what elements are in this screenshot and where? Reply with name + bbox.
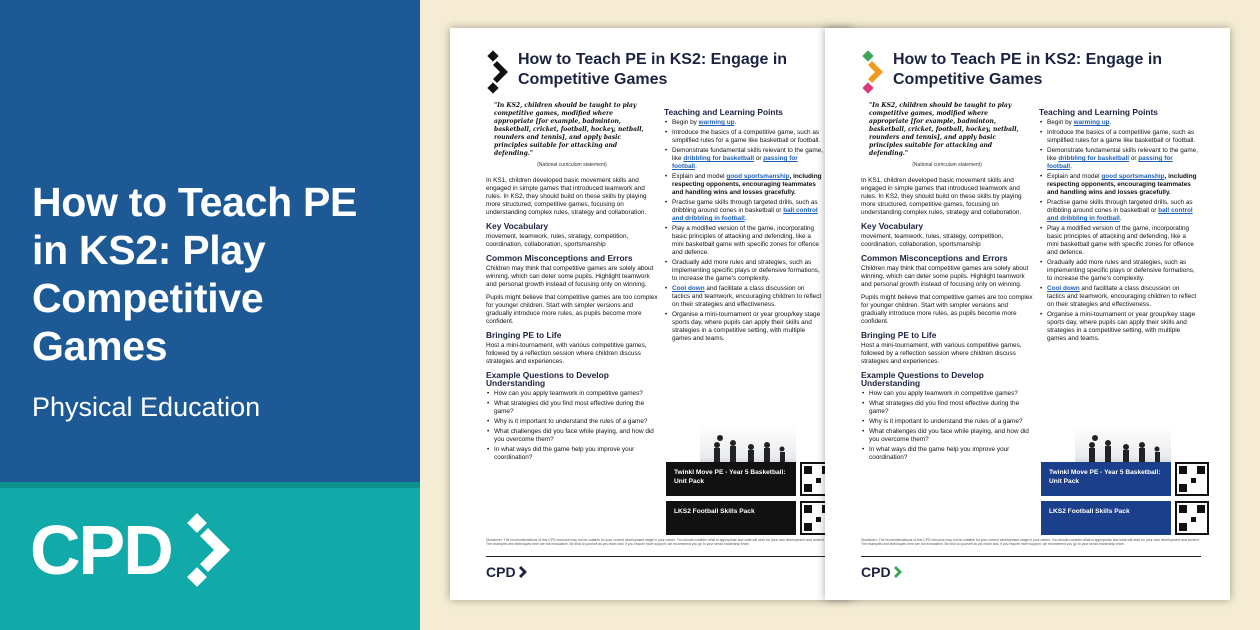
teaching-points-list xyxy=(664,119,824,343)
list-item: • What challenges did you face while playing, and how did you overcome them? xyxy=(494,428,658,444)
tp-text: , including respecting opponents, encouraging teammates and handling wins and losses gracefully. xyxy=(672,173,822,196)
tp-text: . xyxy=(734,119,737,126)
teaching-points-list xyxy=(1039,119,1199,343)
tp-text: or xyxy=(754,155,764,162)
footer-logo-text: CPD xyxy=(861,564,891,580)
tp-text: Explain and model xyxy=(672,173,727,180)
tp-text: Begin by xyxy=(1047,119,1074,126)
qr-code-icon xyxy=(1175,501,1209,535)
footer-divider xyxy=(486,556,826,557)
cover-subject: Physical Education xyxy=(32,392,261,422)
dribbling-link[interactable]: dribbling for basketball xyxy=(683,155,755,162)
intro-text: In KS1, children developed basic movement skills and engaged in simple games that introduced teamwork and rules. In KS2, they should build on these skills by playing more structured, competitive games, focusing on understanding complex rules, strategy and collaboration. xyxy=(486,177,647,216)
tp-text: and facilitate a class discussion on tactics and teamwork, encouraging children to reflect on their strategies and effectiveness. xyxy=(1047,285,1197,308)
footer-logo xyxy=(861,564,907,580)
misconception-text: Children may think that competitive games are solely about winning, which can deter some pupils. Highlight teamwork and personal growth instead of focusing only on winning. xyxy=(486,265,654,288)
questions-list xyxy=(861,390,1033,462)
misconceptions-heading: Common Misconceptions and Errors xyxy=(861,253,1008,263)
list-item xyxy=(1047,285,1199,309)
tp-text: Begin by xyxy=(672,119,699,126)
list-item: • Gradually add more rules and strategies, such as implementing specific plays or defensive formations, to increase the game's complexity. xyxy=(672,259,824,283)
cpd-logo xyxy=(30,512,252,588)
resource-link-football[interactable]: LKS2 Football Skills Pack xyxy=(1041,501,1171,535)
bringing-heading: Bringing PE to Life xyxy=(486,330,562,340)
qr-code-icon xyxy=(1175,462,1209,496)
quote-source: (National curriculum statement) xyxy=(912,162,982,168)
cool-down-link[interactable]: Cool down xyxy=(1047,285,1080,292)
cover-title-block xyxy=(32,178,402,423)
ball-control-link[interactable]: ball control and dribbling in football xyxy=(1047,207,1193,222)
worksheet-preview-colour xyxy=(825,28,1230,600)
list-item: • What strategies did you find most effective during the game? xyxy=(869,400,1033,416)
list-item: • Gradually add more rules and strategies, such as implementing specific plays or defensive formations, to increase the game's complexity. xyxy=(1047,259,1199,283)
list-item: • How can you apply teamwork in competitive games? xyxy=(869,390,1033,398)
list-item: • Play a modified version of the game, incorporating basic principles of attacking and defending, like a mini basketball game with specific zones for offence and defence. xyxy=(1047,225,1199,257)
tp-text: Practise game skills through targeted drills, such as dribbling around cones in basketball or xyxy=(672,199,818,214)
tp-text: . xyxy=(744,215,747,222)
chevrons-icon xyxy=(182,512,252,588)
warming-up-link[interactable]: warming up xyxy=(1073,119,1110,126)
preview-area xyxy=(420,0,1260,630)
tp-text: or xyxy=(1129,155,1139,162)
sportsmanship-link[interactable]: good sportsmanship xyxy=(726,173,790,180)
cpd-logo-text: CPD xyxy=(30,511,172,589)
list-item xyxy=(672,173,824,197)
tp-text: . xyxy=(1070,163,1072,170)
misconceptions-heading: Common Misconceptions and Errors xyxy=(486,253,633,263)
tp-text: Demonstrate fundamental skills relevant to the game, like xyxy=(1047,147,1198,162)
sheet-title: How to Teach PE in KS2: Engage in Competitive Games xyxy=(518,51,788,88)
tp-text: Explain and model xyxy=(1047,173,1102,180)
curriculum-quote: "In KS2, children should be taught to play competitive games, modified where appropriate [for example, badminton, basketball, cricket, football, hockey, netball, rounders and tennis], and apply basic principles suitable for attacking and defending." xyxy=(494,102,644,157)
list-item: • What challenges did you face while playing, and how did you overcome them? xyxy=(869,428,1033,444)
footer-divider xyxy=(861,556,1201,557)
tp-text: Demonstrate fundamental skills relevant to the game, like xyxy=(672,147,823,162)
footer-logo xyxy=(486,564,532,580)
tp-text: Practise game skills through targeted drills, such as dribbling around cones in basketball or xyxy=(1047,199,1193,214)
dribbling-link[interactable]: dribbling for basketball xyxy=(1058,155,1130,162)
list-item: • Organise a mini-tournament or year group/key stage sports day, where pupils can apply their skills and strategies in a competitive setting, with multiple games and teams. xyxy=(672,311,824,343)
list-item: • How can you apply teamwork in competitive games? xyxy=(494,390,658,398)
questions-heading: Example Questions to Develop Understanding xyxy=(861,370,984,388)
tp-text: and facilitate a class discussion on tactics and teamwork, encouraging children to reflect on their strategies and effectiveness. xyxy=(672,285,822,308)
chevrons-icon xyxy=(486,50,514,94)
list-item: • Organise a mini-tournament or year group/key stage sports day, where pupils can apply their skills and strategies in a competitive setting, with multiple games and teams. xyxy=(1047,311,1199,343)
bringing-heading: Bringing PE to Life xyxy=(861,330,937,340)
list-item xyxy=(1047,199,1199,223)
tp-text: . xyxy=(1109,119,1112,126)
passing-link[interactable]: passing for football xyxy=(1047,155,1173,170)
disclaimer-text: Disclaimer: The recommendations of this CPD resource may not be suitable for your current development stage in your career. You should consider what is appropriate and what will work for your own development and context. The examples and techniques here are not exhaustive. Be kind to yourself as you learn and, if you require more support, we recommend you go to your senior leadership team. xyxy=(861,538,1200,546)
quote-source: (National curriculum statement) xyxy=(537,162,607,168)
sheet-header xyxy=(486,50,818,94)
misconception-text: Children may think that competitive games are solely about winning, which can deter some pupils. Highlight teamwork and personal growth instead of focusing only on winning. xyxy=(861,265,1029,288)
disclaimer-text: Disclaimer: The recommendations of this CPD resource may not be suitable for your current development stage in your career. You should consider what is appropriate and what will work for your own development and context. The examples and techniques here are not exhaustive. Be kind to yourself as you learn and, if you require more support, we recommend you go to your senior leadership team. xyxy=(486,538,825,546)
sheet-left-column xyxy=(486,102,658,466)
list-item: • Introduce the basics of a competitive game, such as simplified rules for a game like basketball or football. xyxy=(1047,129,1199,145)
misconception-text: Pupils might believe that competitive games are too complex for younger children. Start with simpler versions and gradually introduce more rules, as pupils become more confident. xyxy=(861,294,1033,325)
vocab-heading: Key Vocabulary xyxy=(486,221,549,231)
passing-link[interactable]: passing for football xyxy=(672,155,798,170)
cool-down-link[interactable]: Cool down xyxy=(672,285,705,292)
tp-text: . xyxy=(695,163,697,170)
list-item: • In what ways did the game help you improve your coordination? xyxy=(869,446,1033,462)
list-item xyxy=(672,147,824,171)
list-item xyxy=(1047,147,1199,171)
resource-link-football[interactable]: LKS2 Football Skills Pack xyxy=(666,501,796,535)
list-item: • Introduce the basics of a competitive game, such as simplified rules for a game like basketball or football. xyxy=(672,129,824,145)
curriculum-quote: "In KS2, children should be taught to play competitive games, modified where appropriate [for example, badminton, basketball, cricket, football, hockey, netball, rounders and tennis], and apply basic principles suitable for attacking and defending." xyxy=(869,102,1019,157)
cover-title: How to Teach PE in KS2: Play Competitive Games xyxy=(32,179,358,369)
misconception-text: Pupils might believe that competitive games are too complex for younger children. Start with simpler versions and gradually introduce more rules, as pupils become more confident. xyxy=(486,294,658,325)
chevrons-icon xyxy=(861,50,889,94)
resource-link-basketball[interactable]: Twinkl Move PE - Year 5 Basketball: Unit Pack xyxy=(1041,462,1171,496)
resource-link-basketball[interactable]: Twinkl Move PE - Year 5 Basketball: Unit Pack xyxy=(666,462,796,496)
sheet-right-column xyxy=(664,104,824,347)
teaching-heading: Teaching and Learning Points xyxy=(664,107,783,117)
list-item xyxy=(672,119,824,127)
list-item: • Why is it important to understand the rules of a game? xyxy=(494,418,658,426)
list-item xyxy=(1047,119,1199,127)
list-item: • What strategies did you find most effective during the game? xyxy=(494,400,658,416)
vocab-text: movement, teamwork, rules, strategy, competition, coordination, collaboration, sportsmanship xyxy=(486,233,629,248)
tp-text: . xyxy=(1119,215,1122,222)
list-item xyxy=(672,285,824,309)
list-item: • In what ways did the game help you improve your coordination? xyxy=(494,446,658,462)
intro-text: In KS1, children developed basic movement skills and engaged in simple games that introduced teamwork and rules. In KS2, they should build on these skills by playing more structured, competitive games, focusing on understanding complex rules, strategy and collaboration. xyxy=(861,177,1022,216)
footer-logo-text: CPD xyxy=(486,564,516,580)
questions-heading: Example Questions to Develop Understanding xyxy=(486,370,609,388)
sheet-header xyxy=(861,50,1193,94)
bringing-text: Host a mini-tournament, with various competitive games, followed by a reflection session where children discuss strategies and experiences. xyxy=(486,342,647,365)
bringing-text: Host a mini-tournament, with various competitive games, followed by a reflection session where children discuss strategies and experiences. xyxy=(861,342,1022,365)
vocab-heading: Key Vocabulary xyxy=(861,221,924,231)
list-item: • Why is it important to understand the rules of a game? xyxy=(869,418,1033,426)
worksheet-preview-mono xyxy=(450,28,852,600)
chevrons-icon xyxy=(518,564,532,580)
list-item xyxy=(672,199,824,223)
tp-text: , including respecting opponents, encouraging teammates and handling wins and losses gracefully. xyxy=(1047,173,1197,196)
questions-list xyxy=(486,390,658,462)
sheet-left-column xyxy=(861,102,1033,466)
vocab-text: movement, teamwork, rules, strategy, competition, coordination, collaboration, sportsmanship xyxy=(861,233,1004,248)
warming-up-link[interactable]: warming up xyxy=(698,119,735,126)
sportsmanship-link[interactable]: good sportsmanship xyxy=(1101,173,1165,180)
list-item: • Play a modified version of the game, incorporating basic principles of attacking and defending, like a mini basketball game with specific zones for offence and defence. xyxy=(672,225,824,257)
list-item xyxy=(1047,173,1199,197)
sheet-title: How to Teach PE in KS2: Engage in Competitive Games xyxy=(893,51,1163,88)
ball-control-link[interactable]: ball control and dribbling in football xyxy=(672,207,818,222)
chevrons-icon xyxy=(893,564,907,580)
sheet-right-column xyxy=(1039,104,1199,347)
teaching-heading: Teaching and Learning Points xyxy=(1039,107,1158,117)
